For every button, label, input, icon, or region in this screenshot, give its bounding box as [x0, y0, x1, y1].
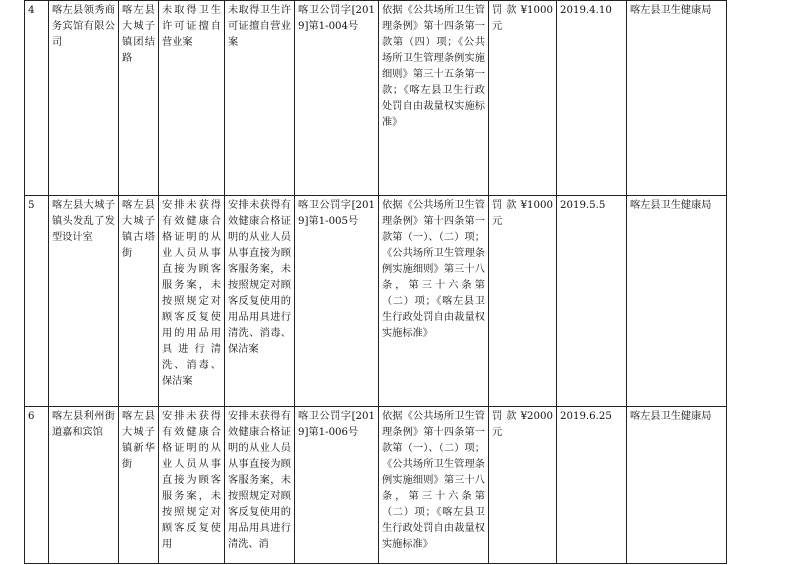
- cell-date: 2019.4.10: [557, 1, 627, 196]
- cell-no: 4: [25, 1, 49, 196]
- cell-no: 5: [25, 196, 49, 407]
- cell-basis: 依据《公共场所卫生管理条例》第十四条第一款第（一）、（二）项；《公共场所卫生管理条例实施细则》第三十八条，第三十六条第（二）项；《喀左县卫生行政处罚自由裁量权实施标准》: [379, 407, 489, 564]
- cell-case-name: 未取得卫生许可证擅自营业案: [159, 1, 225, 196]
- table-row: [25, 1, 727, 196]
- cell-name: 喀左县领秀商务宾馆有限公司: [49, 1, 119, 196]
- cell-address: 喀左县大城子镇团结路: [119, 1, 159, 196]
- table-row: [25, 407, 727, 564]
- cell-date: 2019.6.25: [557, 407, 627, 564]
- cell-case-name: 安排未获得有效健康合格证明的从业人员从事直接为顾客服务案，未按照规定对顾客反复使用: [159, 407, 225, 564]
- table-row: [25, 196, 727, 407]
- cell-address: 喀左县大城子镇新华街: [119, 407, 159, 564]
- penalty-table: [24, 0, 727, 564]
- cell-date: 2019.5.5: [557, 196, 627, 407]
- cell-penalty: 罚款¥1000元: [489, 1, 557, 196]
- cell-name: 喀左县利州街道嘉和宾馆: [49, 407, 119, 564]
- cell-facts: 安排未获得有效健康合格证明的从业人员从事直接为顾客服务案，未按照规定对顾客反复使用的用品用具进行清洗、消: [225, 407, 295, 564]
- cell-authority: 喀左县卫生健康局: [627, 407, 727, 564]
- cell-address: 喀左县大城子镇古塔街: [119, 196, 159, 407]
- cell-facts: 安排未获得有效健康合格证明的从业人员从事直接为顾客服务案，未按照规定对顾客反复使用的用品用具进行清洗、消毒、保洁案: [225, 196, 295, 407]
- cell-doc-no: 喀卫公罚字[2019]第1-005号: [295, 196, 379, 407]
- cell-basis: 依据《公共场所卫生管理条例》第十四条第一款第（一）、（二）项；《公共场所卫生管理条例实施细则》第三十八条，第三十六条第（二）项；《喀左县卫生行政处罚自由裁量权实施标准》: [379, 196, 489, 407]
- cell-case-name: 安排未获得有效健康合格证明的从业人员从事直接为顾客服务案，未按照规定对顾客反复使用的用品用具进行清洗、消毒、保洁案: [159, 196, 225, 407]
- cell-penalty: 罚款¥1000元: [489, 196, 557, 407]
- cell-doc-no: 喀卫公罚字[2019]第1-006号: [295, 407, 379, 564]
- cell-facts: 未取得卫生许可证擅自营业案: [225, 1, 295, 196]
- cell-authority: 喀左县卫生健康局: [627, 196, 727, 407]
- cell-no: 6: [25, 407, 49, 564]
- cell-name: 喀左县大城子镇头发乱了发型设计室: [49, 196, 119, 407]
- cell-basis: 依据《公共场所卫生管理条例》第十四条第一款第（四）项；《公共场所卫生管理条例实施细则》第三十五条第一款；《喀左县卫生行政处罚自由裁量权实施标准》: [379, 1, 489, 196]
- cell-authority: 喀左县卫生健康局: [627, 1, 727, 196]
- cell-doc-no: 喀卫公罚字[2019]第1-004号: [295, 1, 379, 196]
- cell-penalty: 罚款¥2000元: [489, 407, 557, 564]
